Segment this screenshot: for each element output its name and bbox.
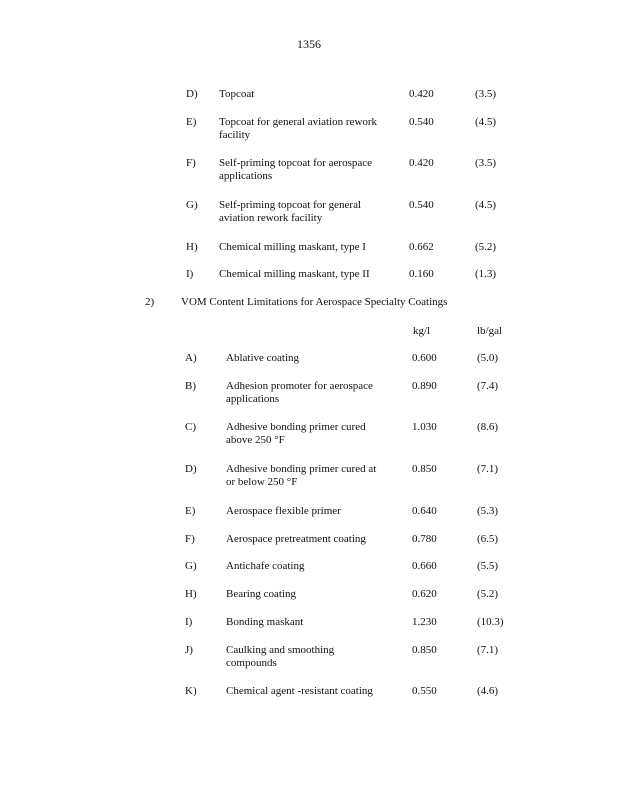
item-kg-per-l: 0.662: [409, 241, 434, 253]
item-lb-per-gal: (10.3): [477, 616, 504, 628]
item-kg-per-l: 0.160: [409, 268, 434, 280]
item-letter: G): [185, 560, 197, 572]
list-item: [0, 616, 618, 646]
item-kg-per-l: 0.890: [412, 380, 437, 392]
item-kg-per-l: 1.230: [412, 616, 437, 628]
item-letter: I): [186, 268, 194, 280]
item-lb-per-gal: (5.3): [477, 505, 499, 517]
item-lb-per-gal: (7.1): [477, 463, 499, 475]
item-letter: G): [186, 199, 198, 211]
item-description: Topcoat for general aviation rework facility: [219, 116, 378, 141]
item-letter: K): [185, 685, 197, 697]
list-item: [0, 352, 618, 382]
item-description: Self-priming topcoat for general aviation rework facility: [219, 199, 362, 224]
item-letter: H): [186, 241, 198, 253]
section-title: VOM Content Limitations for Aerospace Specialty Coatings: [181, 296, 448, 308]
list-item: [0, 88, 618, 118]
list-item: [0, 421, 618, 451]
item-description: Caulking and smoothing compounds: [226, 644, 335, 669]
list-item: [0, 505, 618, 535]
item-letter: E): [185, 505, 196, 517]
item-description: Aerospace flexible primer: [226, 505, 341, 517]
item-lb-per-gal: (5.0): [477, 352, 499, 364]
item-lb-per-gal: (3.5): [475, 157, 497, 169]
item-description: Ablative coating: [226, 352, 300, 364]
item-kg-per-l: 0.540: [409, 116, 434, 128]
section-number: 2): [145, 296, 155, 308]
item-description: Antichafe coating: [226, 560, 305, 572]
item-letter: B): [185, 380, 196, 392]
list-item: [0, 644, 618, 674]
kg-per-l-header: kg/l: [413, 325, 431, 337]
item-lb-per-gal: (8.6): [477, 421, 499, 433]
item-letter: H): [185, 588, 197, 600]
item-lb-per-gal: (5.2): [477, 588, 499, 600]
item-letter: C): [185, 421, 196, 433]
item-kg-per-l: 0.850: [412, 644, 437, 656]
list-item: [0, 685, 618, 715]
list-item: [0, 199, 618, 229]
section-heading: [0, 296, 618, 310]
item-letter: D): [185, 463, 197, 475]
list-item: [0, 241, 618, 271]
item-lb-per-gal: (5.2): [475, 241, 497, 253]
item-lb-per-gal: (1.3): [475, 268, 497, 280]
item-lb-per-gal: (4.5): [475, 199, 497, 211]
list-item: [0, 116, 618, 146]
item-description: Adhesive bonding primer cured above 250 °F: [226, 421, 366, 446]
item-kg-per-l: 0.420: [409, 157, 434, 169]
item-lb-per-gal: (3.5): [475, 88, 497, 100]
page-number: 1356: [297, 37, 321, 51]
item-kg-per-l: 0.780: [412, 533, 437, 545]
item-description: Adhesion promoter for aerospace applications: [226, 380, 373, 405]
item-letter: E): [186, 116, 197, 128]
item-letter: D): [186, 88, 198, 100]
item-kg-per-l: 0.600: [412, 352, 437, 364]
item-lb-per-gal: (4.5): [475, 116, 497, 128]
item-letter: F): [185, 533, 195, 545]
item-lb-per-gal: (6.5): [477, 533, 499, 545]
list-item: [0, 560, 618, 590]
item-kg-per-l: 0.620: [412, 588, 437, 600]
item-lb-per-gal: (5.5): [477, 560, 499, 572]
item-description: Adhesive bonding primer cured at or below 250 °F: [226, 463, 377, 488]
item-description: Chemical milling maskant, type I: [219, 241, 366, 253]
item-description: Bearing coating: [226, 588, 296, 600]
item-kg-per-l: 0.550: [412, 685, 437, 697]
item-kg-per-l: 0.660: [412, 560, 437, 572]
list-item: [0, 533, 618, 563]
item-description: Chemical agent -resistant coating: [226, 685, 373, 697]
units-header: [0, 325, 618, 339]
item-description: Topcoat: [219, 88, 255, 100]
list-item: [0, 588, 618, 618]
list-item: [0, 380, 618, 410]
item-description: Chemical milling maskant, type II: [219, 268, 370, 280]
item-letter: F): [186, 157, 196, 169]
item-letter: J): [185, 644, 193, 656]
item-description: Bonding maskant: [226, 616, 304, 628]
item-description: Self-priming topcoat for aerospace applications: [219, 157, 373, 182]
list-item: [0, 268, 618, 298]
item-kg-per-l: 0.850: [412, 463, 437, 475]
lb-per-gal-header: lb/gal: [477, 325, 503, 337]
item-letter: A): [185, 352, 197, 364]
item-kg-per-l: 0.640: [412, 505, 437, 517]
list-item: [0, 157, 618, 187]
item-lb-per-gal: (7.1): [477, 644, 499, 656]
item-kg-per-l: 0.540: [409, 199, 434, 211]
item-kg-per-l: 0.420: [409, 88, 434, 100]
item-kg-per-l: 1.030: [412, 421, 437, 433]
item-letter: I): [185, 616, 193, 628]
item-description: Aerospace pretreatment coating: [226, 533, 366, 545]
item-lb-per-gal: (7.4): [477, 380, 499, 392]
item-lb-per-gal: (4.6): [477, 685, 499, 697]
list-item: [0, 463, 618, 493]
